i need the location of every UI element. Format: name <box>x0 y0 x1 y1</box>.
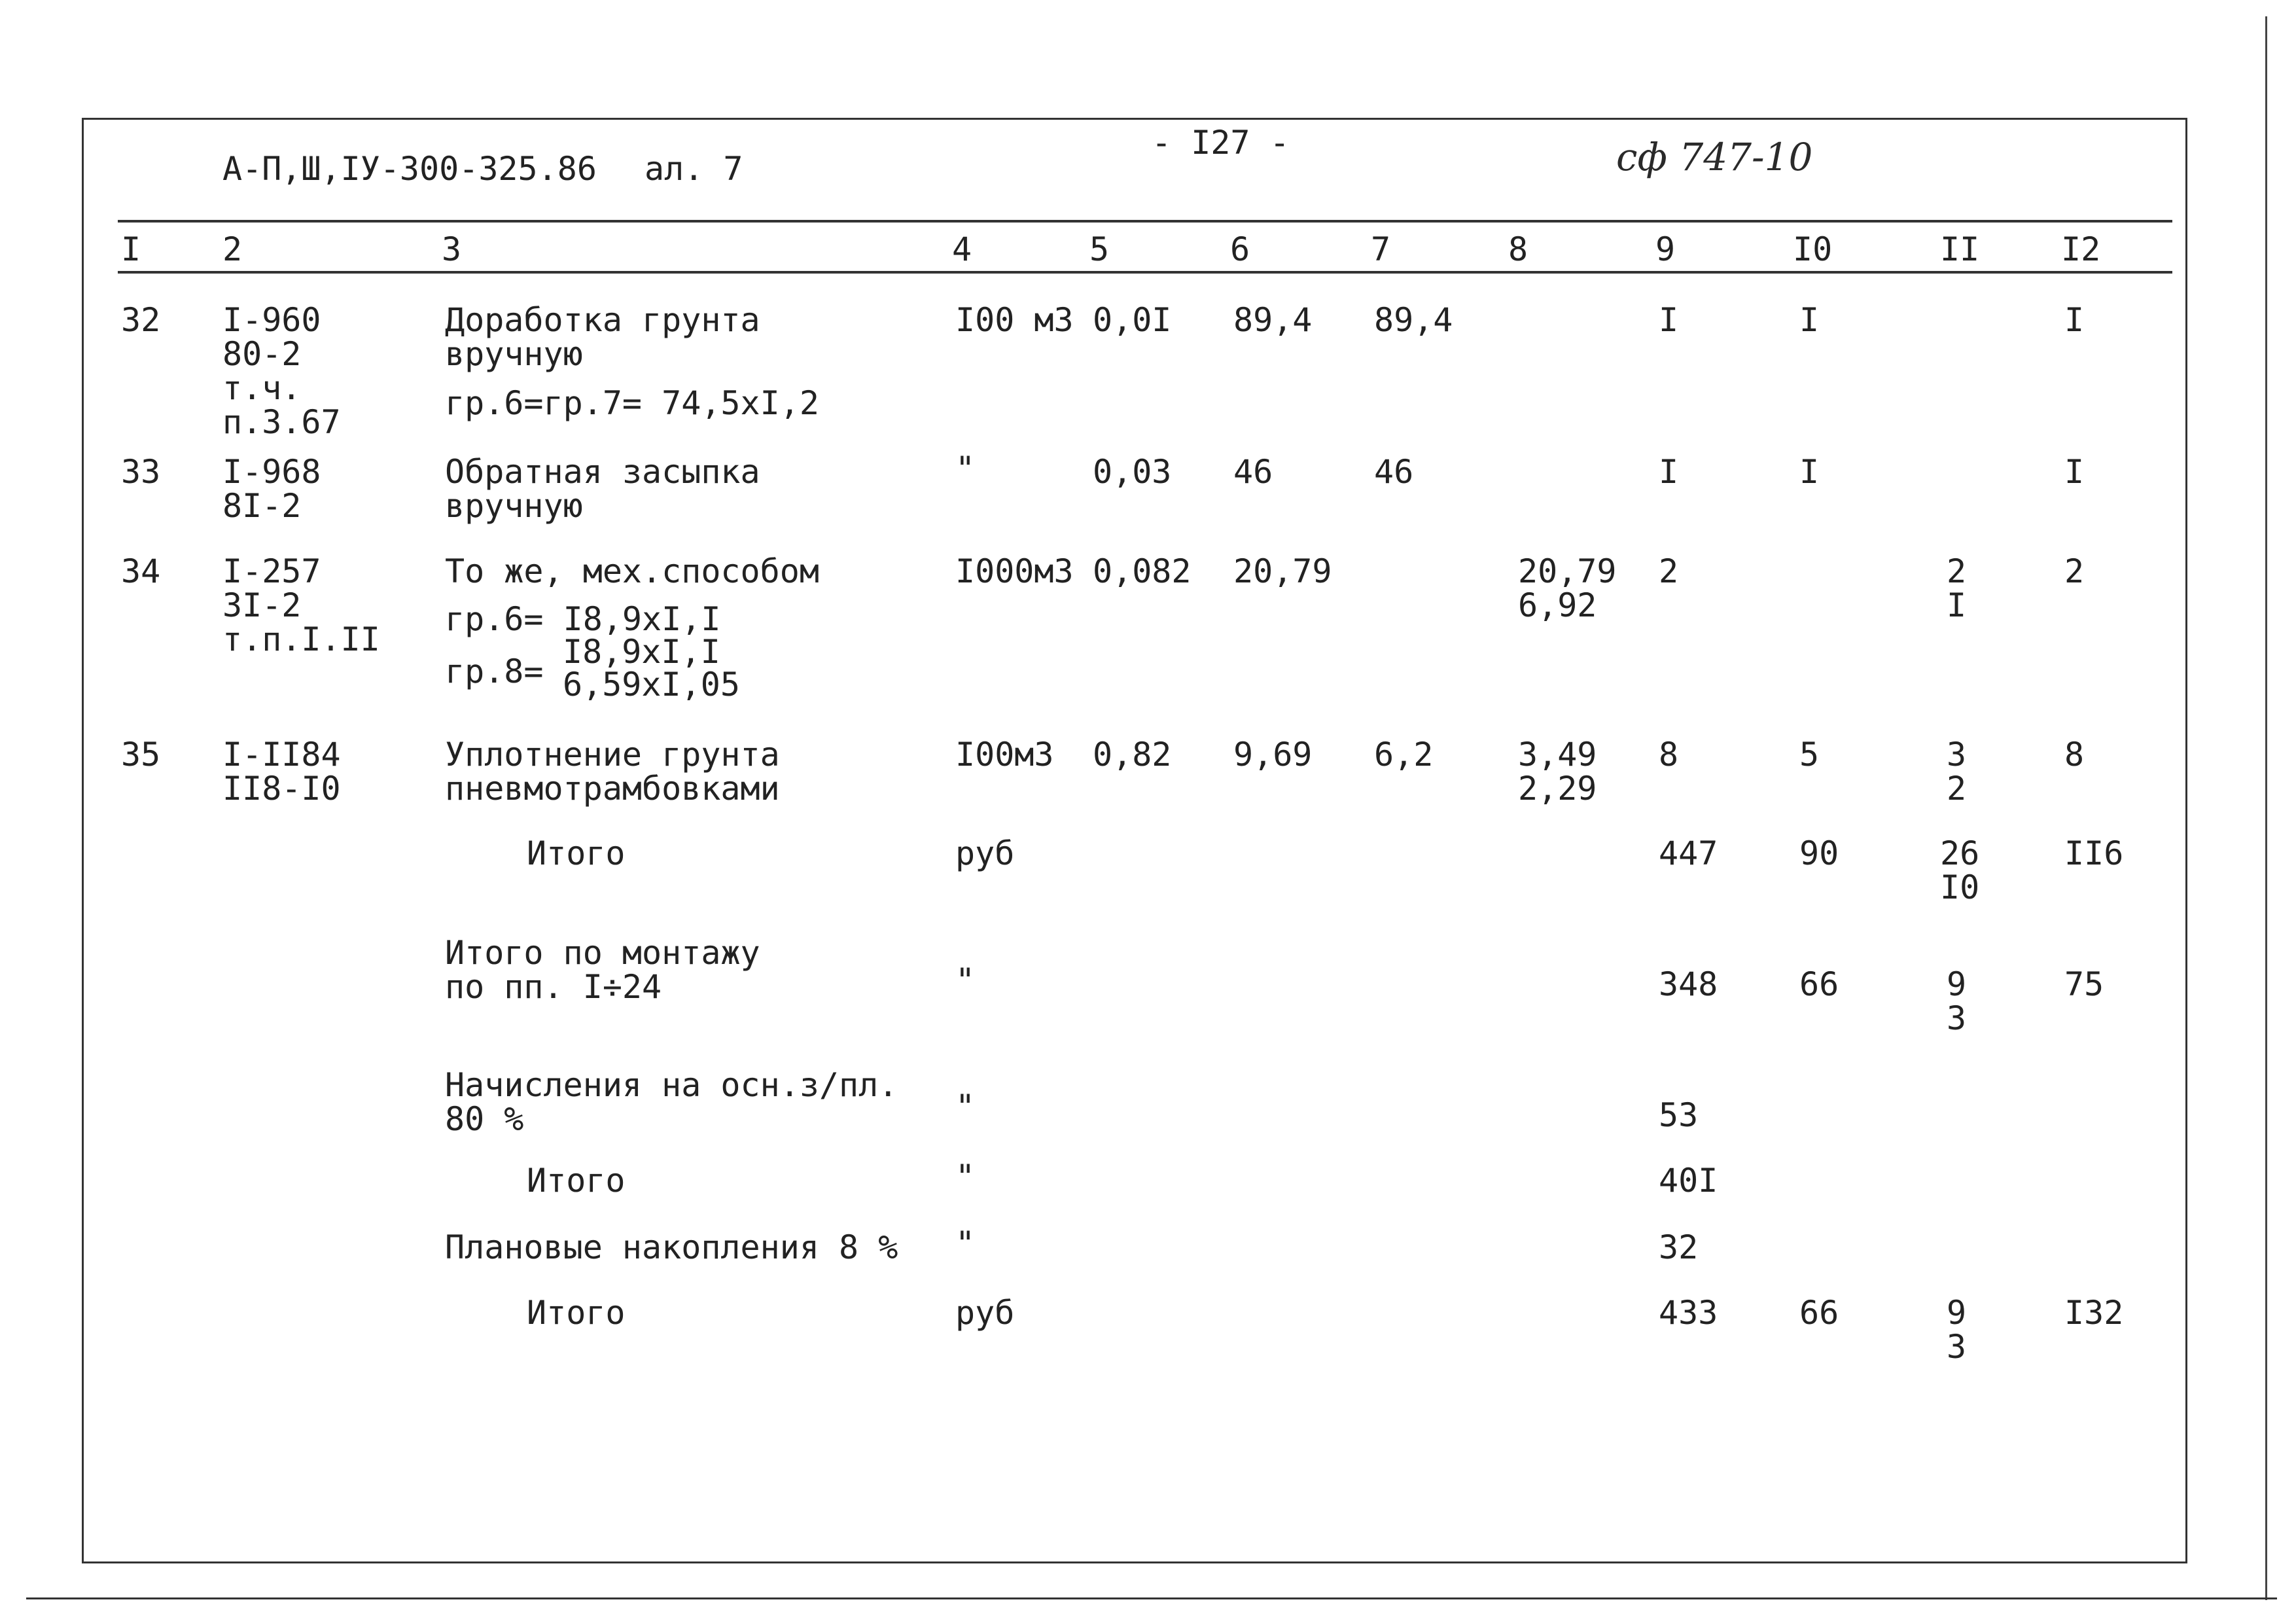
total-6-col11: 9 3 <box>1947 1294 1967 1366</box>
row-33-col7: 46 <box>1374 453 1414 491</box>
col-header-6: 6 <box>1230 230 1250 268</box>
total-6-label: Итого <box>527 1294 626 1332</box>
row-32-note: гр.6=гр.7= 74,5хI,2 <box>445 384 819 422</box>
row-34-note-1: гр.6= I8,9хI,I <box>445 600 721 638</box>
total-6-col10: 66 <box>1799 1294 1839 1332</box>
row-34-col9: 2 <box>1659 552 1679 590</box>
col-header-3: 3 <box>442 230 462 268</box>
col-header-5: 5 <box>1089 230 1110 268</box>
handwritten-code: сф 747-10 <box>1616 135 1813 179</box>
total-4-col9: 40I <box>1659 1162 1718 1200</box>
col-header-10: I0 <box>1793 230 1833 268</box>
total-2-col10: 66 <box>1799 965 1839 1003</box>
col-header-7: 7 <box>1371 230 1391 268</box>
album-number: ал. 7 <box>645 150 743 188</box>
row-33-col12: I <box>2064 453 2085 491</box>
total-5-unit: " <box>955 1224 976 1262</box>
total-6-unit: руб <box>955 1294 1015 1332</box>
row-35-col6: 9,69 <box>1233 736 1313 774</box>
row-35-unit: I00м3 <box>955 736 1054 774</box>
col-header-12: I2 <box>2061 230 2101 268</box>
row-34-code: I-257 3I-2 т.п.I.II <box>222 552 380 658</box>
total-1-label: Итого <box>527 834 626 872</box>
total-5-label: Плановые накопления 8 % <box>445 1228 898 1266</box>
page-edge-right <box>2265 16 2267 1600</box>
row-34-col12: 2 <box>2064 552 2085 590</box>
col-header-8: 8 <box>1508 230 1528 268</box>
row-35-col11: 3 2 <box>1947 736 1967 808</box>
row-34-col8: 20,79 6,92 <box>1518 552 1617 624</box>
row-35-number: 35 <box>121 736 161 774</box>
row-35-col10: 5 <box>1799 736 1820 774</box>
total-1-col12: II6 <box>2064 834 2124 872</box>
total-2-label: Итого по монтажу по пп. I÷24 <box>445 934 760 1006</box>
row-34-note-2-bottom: 6,59хI,05 <box>563 666 740 704</box>
row-32-unit: I00 м3 <box>955 301 1074 339</box>
header-rule-bottom <box>118 271 2172 274</box>
row-34-name: То же, мех.способом <box>445 552 819 590</box>
row-34-col11: 2 I <box>1947 552 1967 624</box>
row-35-name: Уплотнение грунта пневмотрамбовками <box>445 736 780 808</box>
total-3-unit: " <box>955 1088 976 1126</box>
total-2-col12: 75 <box>2064 965 2104 1003</box>
row-34-note-2-top: I8,9хI,I <box>563 633 720 671</box>
total-3-label: Начисления на осн.з/пл. 80 % <box>445 1066 898 1138</box>
row-34-number: 34 <box>121 552 161 590</box>
row-32-qty: 0,0I <box>1093 301 1172 339</box>
total-4-label: Итого <box>527 1162 626 1200</box>
row-33-col6: 46 <box>1233 453 1273 491</box>
row-35-code: I-II84 II8-I0 <box>222 736 341 808</box>
row-32-col6: 89,4 <box>1233 301 1313 339</box>
col-header-11: II <box>1940 230 1980 268</box>
row-33-unit: " <box>955 450 976 488</box>
total-2-col9: 348 <box>1659 965 1718 1003</box>
total-5-col9: 32 <box>1659 1228 1699 1266</box>
row-34-unit: I000м3 <box>955 552 1074 590</box>
row-35-col7: 6,2 <box>1374 736 1434 774</box>
row-34-qty: 0,082 <box>1093 552 1192 590</box>
row-34-col6: 20,79 <box>1233 552 1332 590</box>
page-edge-bottom <box>26 1597 2277 1599</box>
row-32-col9: I <box>1659 301 1679 339</box>
row-32-col7: 89,4 <box>1374 301 1453 339</box>
row-34-note-2-label: гр.8= <box>445 652 544 690</box>
row-33-col10: I <box>1799 453 1820 491</box>
row-33-name: Обратная засыпка вручную <box>445 453 760 525</box>
header-rule-top <box>118 220 2172 223</box>
row-33-number: 33 <box>121 453 161 491</box>
total-1-col11: 26 I0 <box>1940 834 1980 906</box>
total-1-col9: 447 <box>1659 834 1718 872</box>
row-35-col12: 8 <box>2064 736 2085 774</box>
row-33-qty: 0,03 <box>1093 453 1172 491</box>
col-header-4: 4 <box>952 230 972 268</box>
row-33-col9: I <box>1659 453 1679 491</box>
page-number: - I27 - <box>1152 124 1290 162</box>
row-35-col9: 8 <box>1659 736 1679 774</box>
total-2-col11: 9 3 <box>1947 965 1967 1037</box>
col-header-1: I <box>121 230 141 268</box>
total-1-col10: 90 <box>1799 834 1839 872</box>
total-2-unit: " <box>955 961 976 999</box>
row-32-col12: I <box>2064 301 2085 339</box>
row-32-code: I-960 80-2 т.ч. п.3.67 <box>222 301 341 441</box>
total-3-col9: 53 <box>1659 1096 1699 1134</box>
total-4-unit: " <box>955 1158 976 1196</box>
row-35-qty: 0,82 <box>1093 736 1172 774</box>
row-32-number: 32 <box>121 301 161 339</box>
col-header-9: 9 <box>1655 230 1676 268</box>
total-6-col12: I32 <box>2064 1294 2124 1332</box>
document-code: А-П,Ш,IУ-300-325.86 <box>222 150 597 188</box>
row-33-code: I-968 8I-2 <box>222 453 321 525</box>
row-32-name: Доработка грунта вручную <box>445 301 760 373</box>
total-1-unit: руб <box>955 834 1015 872</box>
total-6-col9: 433 <box>1659 1294 1718 1332</box>
col-header-2: 2 <box>222 230 243 268</box>
row-35-col8: 3,49 2,29 <box>1518 736 1597 808</box>
row-32-col10: I <box>1799 301 1820 339</box>
